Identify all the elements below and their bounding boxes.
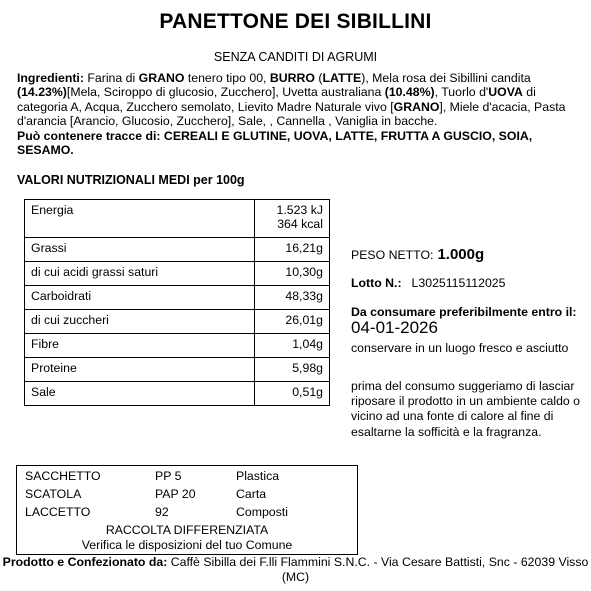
nutrient-value: 0,51g — [255, 382, 330, 406]
recycling-note: Verifica le disposizioni del tuo Comune — [81, 538, 293, 552]
lot-value: L3025115112025 — [411, 276, 506, 290]
table-row — [25, 200, 330, 238]
table-row — [25, 238, 330, 262]
serving-advice: prima del consumo suggeriamo di lasciar riposare il prodotto in un ambiente caldo o vicino ad una fonte di calore al fine di esaltarne la sofficità e la fragranza. — [351, 379, 580, 439]
percentage: (14.23%) — [17, 85, 67, 100]
packaging-material: Composti — [236, 505, 288, 519]
table-row — [25, 286, 330, 310]
net-weight — [351, 246, 484, 263]
ingredients-text: ( — [314, 71, 323, 85]
nutrition-heading: VALORI NUTRIZIONALI MEDI per 100g — [17, 173, 245, 187]
nutrient-label: Carboidrati — [25, 286, 255, 310]
producer-text: Caffè Sibilla dei F.lli Flammini S.N.C. - Via Cesare Battisti, Snc - 62039 Visso (MC) — [167, 555, 589, 584]
producer-info — [0, 555, 591, 584]
packaging-code: PP 5 — [155, 469, 182, 483]
traces-text: CEREALI E GLUTINE, UOVA, LATTE, FRUTTA A GUSCIO, SOIA, SESAMO. — [17, 128, 533, 158]
nutrient-label: Fibre — [25, 334, 255, 358]
best-before — [351, 305, 581, 337]
net-weight-label: PESO NETTO: — [351, 248, 434, 262]
nutrient-value: 48,33g — [255, 286, 330, 310]
net-weight-value: 1.000g — [437, 246, 485, 263]
energy-kj: 1.523 kJ — [276, 203, 323, 217]
storage-note: conservare in un luogo fresco e asciutto — [351, 341, 569, 355]
allergen: BURRO — [269, 71, 315, 85]
packaging-name: SCATOLA — [25, 487, 82, 501]
packaging-row — [25, 487, 81, 501]
nutrient-label: Proteine — [25, 358, 255, 382]
lot-label: Lotto N.: — [351, 276, 402, 290]
allergen: LATTE — [322, 71, 362, 85]
lot-number — [351, 276, 505, 290]
nutrient-label: Grassi — [25, 238, 255, 262]
nutrient-label: di cui zuccheri — [25, 310, 255, 334]
packaging-code: 92 — [155, 505, 169, 519]
nutrient-value: 10,30g — [255, 262, 330, 286]
packaging-name: LACCETTO — [25, 505, 91, 519]
energy-kcal: 364 kcal — [277, 217, 323, 231]
ingredients-text: ], Miele d'acacia, Pasta d'arancia [Arancio, Glucosio, Zucchero], Sale, , Cannella , Vaniglia in bacche. — [17, 99, 566, 129]
table-row — [25, 358, 330, 382]
ingredients-block — [17, 71, 577, 157]
packaging-material: Carta — [236, 487, 267, 501]
ingredients-text: di categoria A, Acqua, Zucchero semolato, Lievito Madre Naturale vivo [ — [17, 85, 536, 114]
best-before-label: Da consumare preferibilmente entro il: — [351, 305, 577, 319]
allergen: UOVA — [488, 85, 523, 100]
table-row — [25, 310, 330, 334]
ingredients-text: [Mela, Sciroppo di glucosio, Zucchero], Uvetta australiana — [66, 85, 385, 100]
recycling-title: RACCOLTA DIFFERENZIATA — [105, 523, 269, 537]
best-before-date: 04-01-2026 — [351, 318, 438, 337]
nutrient-value: 5,98g — [255, 358, 330, 382]
packaging-code: PAP 20 — [155, 487, 196, 501]
product-subtitle: SENZA CANDITI DI AGRUMI — [213, 50, 378, 64]
packaging-row — [25, 469, 101, 483]
packaging-row — [25, 505, 90, 519]
ingredients-text: Farina di — [83, 71, 139, 85]
nutrient-label: Sale — [25, 382, 255, 406]
nutrient-label: Energia — [25, 200, 255, 238]
nutrition-table — [24, 199, 330, 406]
nutrient-value: 16,21g — [255, 238, 330, 262]
ingredients-text: tenero tipo 00, — [184, 71, 270, 85]
ingredients-text: ), Mela rosa dei Sibillini candita — [361, 71, 531, 85]
percentage: (10.48%) — [384, 85, 435, 100]
table-row — [25, 334, 330, 358]
product-title: PANETTONE DEI SIBILLINI — [159, 10, 432, 33]
allergen: GRANO — [393, 99, 440, 114]
table-row — [25, 382, 330, 406]
packaging-material: Plastica — [236, 469, 280, 483]
nutrient-value: 26,01g — [255, 310, 330, 334]
table-row — [25, 262, 330, 286]
ingredients-text: , Tuorlo d' — [434, 85, 489, 100]
ingredients-label: Ingredienti: — [17, 71, 84, 85]
traces-label: Può contenere tracce di: — [17, 128, 161, 143]
allergen: GRANO — [138, 71, 185, 85]
producer-label: Prodotto e Confezionato da: — [2, 555, 168, 569]
nutrient-value — [255, 200, 330, 238]
nutrient-label: di cui acidi grassi saturi — [25, 262, 255, 286]
packaging-name: SACCHETTO — [25, 469, 101, 483]
nutrient-value: 1,04g — [255, 334, 330, 358]
packaging-box — [16, 465, 358, 555]
